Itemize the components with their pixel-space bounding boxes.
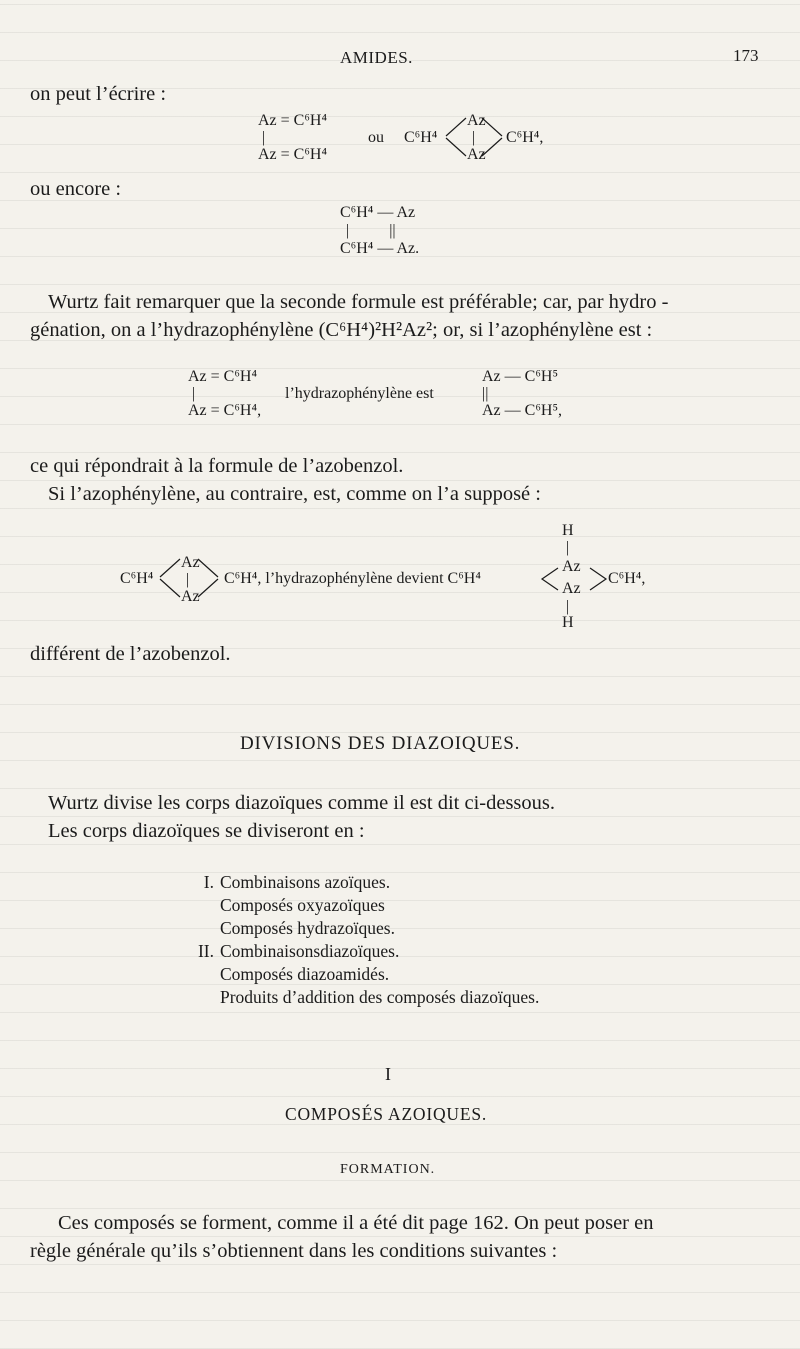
formula3-right-top: Az — C⁶H⁵ [482, 368, 559, 385]
formula3-middle-bar: || [482, 385, 489, 402]
paragraph1-line2: génation, on a l’hydrazophénylène (C⁶H⁴)²H²Az²; or, si l’azophénylène est : [30, 319, 653, 341]
formula4-h-bottom-bar: | [566, 598, 570, 615]
list-item-text: Combinaisons azoïques. [220, 872, 391, 892]
formula1-ring-mid: | [472, 129, 476, 146]
paragraph3-line1: différent de l’azobenzol. [30, 643, 231, 665]
formula1-ou: ou [368, 129, 384, 146]
formula2-bars: | || [346, 222, 396, 239]
formula4-ring-bottom: Az [181, 588, 200, 605]
formula1-bar: | [262, 129, 266, 146]
intro-line: on peut l’écrire : [30, 83, 167, 105]
list-item-number: I. [203, 872, 214, 892]
paragraph2-line1: ce qui répondrait à la formule de l’azobenzol. [30, 455, 404, 477]
formula4-ring-top: Az [181, 554, 200, 571]
list-item-text: Composés diazoamidés. [220, 964, 390, 984]
formula1-bottom: Az = C⁶H⁴ [258, 146, 328, 163]
list-item-number [188, 963, 214, 986]
paragraph1-line1: Wurtz fait remarquer que la seconde formule est préférable; car, par hydro - [48, 291, 669, 313]
list-item-number: II. [197, 941, 214, 961]
formula4-left: C⁶H⁴ [120, 570, 154, 587]
list-item-number [188, 986, 214, 1009]
list-item-number [188, 894, 214, 917]
list-item [188, 917, 539, 940]
formula4-greater-than-bond [588, 566, 608, 594]
paragraph2-line2: Si l’azophénylène, au contraire, est, comme on l’a supposé : [48, 483, 541, 505]
formula2-bottom: C⁶H⁴ — Az. [340, 240, 420, 257]
formula4-h-bottom: H [562, 614, 574, 631]
formula4-right: C⁶H⁴, l’hydrazophénylène devient C⁶H⁴ [224, 570, 481, 587]
formula1-top: Az = C⁶H⁴ [258, 112, 328, 129]
list-item [188, 940, 539, 963]
paragraph4-line2: Les corps diazoïques se diviseront en : [48, 820, 365, 842]
page-number: 173 [733, 46, 759, 65]
section-heading-azo-compounds: COMPOSÉS AZOIQUES. [285, 1104, 488, 1124]
list-item-text: Produits d’addition des composés diazoïques. [220, 987, 540, 1007]
formula3-left-bar: | [192, 385, 196, 402]
formula1-ring-right: C⁶H⁴, [506, 129, 544, 146]
formula4-h-top-bar: | [566, 539, 570, 556]
paragraph5-line1: Ces composés se forment, comme il a été dit page 162. On peut poser en [58, 1212, 654, 1234]
formula1-ring-bottom: Az [467, 146, 486, 163]
formula3-right-bottom: Az — C⁶H⁵, [482, 402, 563, 419]
formula4-less-than-bond [540, 566, 560, 594]
formula4-h-top: H [562, 522, 574, 539]
formula4-az-top: Az [562, 558, 581, 575]
formula2-top: C⁶H⁴ — Az [340, 204, 416, 221]
list-item [188, 986, 539, 1009]
formula1-ring-top: Az [467, 112, 486, 129]
formula3-middle: l’hydrazophénylène est [285, 385, 434, 402]
paragraph4-line1: Wurtz divise les corps diazoïques comme il est dit ci-dessous. [48, 792, 556, 814]
list-item-text: Composés oxyazoïques [220, 895, 385, 915]
list-item [188, 894, 539, 917]
paragraph5-line2: règle générale qu’ils s’obtiennent dans les conditions suivantes : [30, 1240, 558, 1262]
list-item-text: Composés hydrazoïques. [220, 918, 395, 938]
formula4-ring-mid: | [186, 571, 190, 588]
list-item [188, 871, 539, 894]
subsection-formation: FORMATION. [340, 1162, 436, 1177]
section-roman-numeral: I [385, 1064, 391, 1084]
formula4-az-bottom: Az [562, 580, 581, 597]
list-item-number [188, 917, 214, 940]
list-item [188, 963, 539, 986]
formula3-left-top: Az = C⁶H⁴ [188, 368, 258, 385]
classification-list [188, 871, 539, 1009]
formula1-ring-left: C⁶H⁴ [404, 129, 438, 146]
section-heading-divisions: DIVISIONS DES DIAZOIQUES. [240, 733, 521, 754]
list-item-text: Combinaisonsdiazoïques. [220, 941, 400, 961]
formula4-right-end: C⁶H⁴, [608, 570, 646, 587]
formula3-left-bottom: Az = C⁶H⁴, [188, 402, 262, 419]
running-header: AMIDES. [340, 48, 413, 67]
or-else-line: ou encore : [30, 178, 122, 200]
